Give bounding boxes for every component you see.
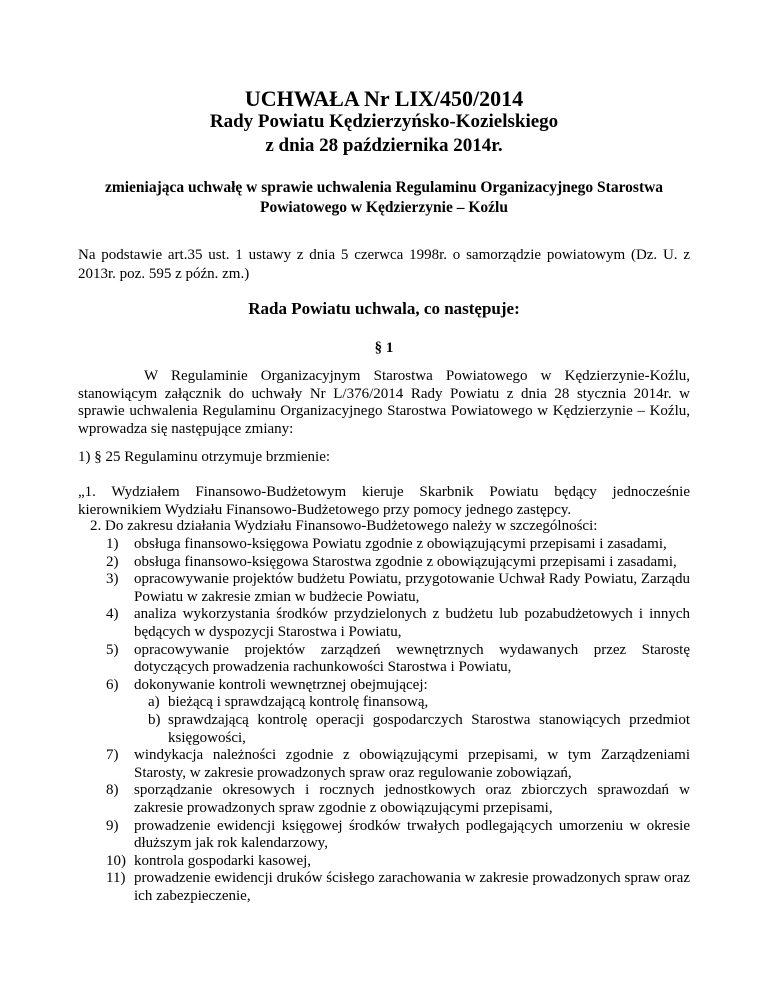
resolution-subject: zmieniająca uchwałę w sprawie uchwalenia Regulaminu Organizacyjnego Starostwa Powiatowego w Kędzierzynie – Koźlu [104, 179, 664, 216]
resolution-heading: Rada Powiatu uchwala, co następuje: [248, 299, 520, 318]
section-intro: W Regulaminie Organizacyjnym Starostwa Powiatowego w Kędzierzynie-Koźlu, stanowiącym załącznik do uchwały Nr L/376/2014 Rady Powiatu z dnia 28 stycznia 2014r. w sprawie uchwalenia Regulaminu Organizacyjnego Starostwa Powiatowego w Kędzierzynie – Koźlu, wprowadza się następujące zmiany: [78, 368, 690, 437]
sub-list [134, 694, 690, 747]
resolution-date: z dnia 28 października 2014r. [265, 135, 503, 156]
list-item: 6) dokonywanie kontroli wewnętrznej obejmującej: a) bieżącą i sprawdzającą kontrolę finansową, b) sprawdzającą kontrolę operacji gospodarczych Starostwa stanowiących przedmiot księgowości, [106, 676, 690, 746]
list-item: 5) opracowywanie projektów zarządzeń wewnętrznych wydawanych przez Starostę dotyczących prowadzenia rachunkowości Starostwa i Powiatu, [106, 641, 690, 676]
sub-list-item: b) sprawdzającą kontrolę operacji gospodarczych Starostwa stanowiących przedmiot księgowości, [148, 711, 690, 746]
council-name: Rady Powiatu Kędzierzyńsko-Kozielskiego [209, 111, 559, 132]
list-item: 10) kontrola gospodarki kasowej, [106, 852, 312, 869]
list-item: 9) prowadzenie ewidencji księgowej środków trwałych podlegających umorzeniu w okresie dłuższym jak rok kalendarzowy, [106, 817, 690, 852]
section-symbol: § 1 [374, 340, 394, 356]
list-item: 3) opracowywanie projektów budżetu Powiatu, przygotowanie Uchwał Rady Powiatu, Zarządu Powiatu w zakresie zmian w budżecie Powiatu, [106, 571, 690, 605]
list-item: 8) sporządzanie okresowych i rocznych jednostkowych oraz zbiorczych sprawozdań w zakresie prowadzonych spraw zgodnie z obowiązującymi przepisami, [106, 782, 690, 816]
legal-basis: Na podstawie art.35 ust. 1 ustawy z dnia 5 czerwca 1998r. o samorządzie powiatowym (Dz. U. z 2013r. poz. 595 z późn. zm.) [78, 247, 690, 282]
quote-paragraph-1: „1. Wydziałem Finansowo-Budżetowym kieruje Skarbnik Powiatu będący jednocześnie kierownikiem Wydziału Finansowo-Budżetowego przy pomocy jednego zastępcy. [78, 484, 690, 518]
list-item: 4) analiza wykorzystania środków przydzielonych z budżetu lub pozabudżetowych i innych będących w dyspozycji Starostwa i Powiatu, [106, 606, 690, 640]
list-item: 1) obsługa finansowo-księgowa Powiatu zgodnie z obowiązującymi przepisami i zasadami, [106, 536, 667, 552]
list-item: 2) obsługa finansowo-księgowa Starostwa zgodnie z obowiązującymi przepisami i zasadami, [106, 553, 677, 570]
quote-paragraph-2: 2. Do zakresu działania Wydziału Finansowo-Budżetowego należy w szczególności: [90, 518, 598, 534]
list-item: 11) prowadzenie ewidencji druków ścisłego zarachowania w zakresie prowadzonych spraw oraz ich zabezpieczenie, [106, 870, 690, 904]
sub-list-item: a) bieżącą i sprawdzającą kontrolę finansową, [148, 694, 429, 711]
change-item-1: 1) § 25 Regulaminu otrzymuje brzmienie: [78, 449, 331, 465]
duties-list [106, 536, 690, 905]
resolution-title: UCHWAŁA Nr LIX/450/2014 [244, 86, 524, 111]
list-item: 7) windykacja należności zgodnie z obowiązującymi przepisami, w tym Zarządzeniami Starosty, w zakresie prowadzonych spraw oraz regulowanie zobowiązań, [106, 747, 690, 781]
